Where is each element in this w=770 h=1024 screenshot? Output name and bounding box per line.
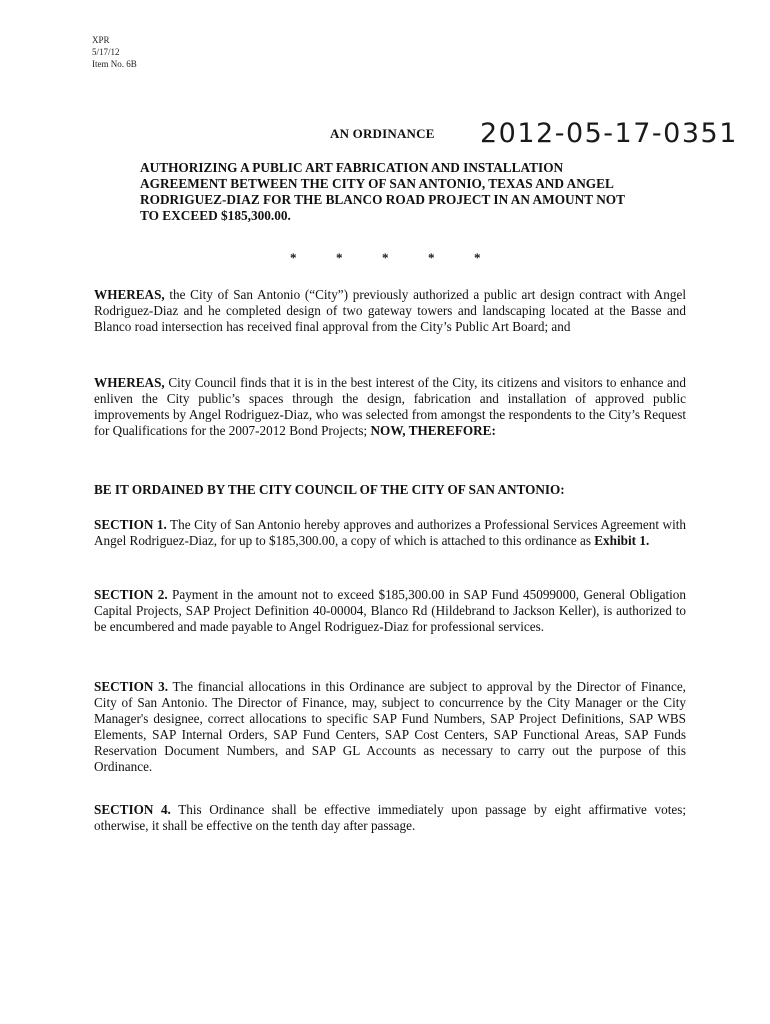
- whereas-text: City Council finds that it is in the best interest of the City, its citizens and visitors to enhance and enliven the City public’s spaces through the design, fabrication and installation of approved public improvements by Angel Rodriguez-Diaz, who was selected from amongst the respondents to the City’s Request for Qualifications for the 2007-2012 Bond Projects;: [94, 375, 686, 438]
- section-text: This Ordinance shall be effective immediately upon passage by eight affirmative votes; otherwise, it shall be effective on the tenth day after passage.: [94, 802, 687, 833]
- separator-star: *: [290, 250, 297, 265]
- whereas-lead: WHEREAS,: [94, 287, 165, 302]
- section-lead: SECTION 3.: [94, 679, 168, 694]
- separator-star: *: [428, 250, 435, 265]
- ordinance-label: AN ORDINANCE: [330, 126, 435, 141]
- now-therefore: NOW, THEREFORE:: [370, 423, 496, 438]
- separator-star: *: [336, 250, 343, 265]
- meta-date: 5/17/12: [92, 47, 120, 57]
- ordinance-heading: [0, 118, 770, 154]
- meta-code: XPR: [92, 35, 110, 45]
- separator-star: *: [474, 250, 481, 265]
- section-text: The City of San Antonio hereby approves and authorizes a Professional Services Agreement with Angel Rodriguez-Diaz, for up to $185,300.00, a copy of which is attached to this ordinance as: [94, 517, 686, 548]
- meta-item-number: Item No. 6B: [92, 59, 137, 69]
- ordained-clause: [94, 482, 686, 498]
- section-3: [94, 679, 686, 775]
- section-1: [94, 517, 686, 549]
- agenda-meta: [92, 34, 137, 70]
- exhibit-reference: Exhibit 1: [594, 533, 646, 548]
- section-separator: [290, 250, 520, 266]
- ordained-text: BE IT ORDAINED BY THE CITY COUNCIL OF THE CITY OF SAN ANTONIO:: [94, 482, 565, 497]
- ordinance-title-text: AUTHORIZING A PUBLIC ART FABRICATION AND INSTALLATION AGREEMENT BETWEEN THE CITY OF SAN ANTONIO, TEXAS AND ANGEL RODRIGUEZ-DIAZ FOR THE BLANCO ROAD PROJECT IN AN AMOUNT NOT TO EXCEED $185,300.00.: [140, 160, 625, 223]
- ordinance-number-stamp: 2012-05-17-0351: [480, 118, 738, 149]
- section-lead: SECTION 1.: [94, 517, 167, 532]
- section-text: Payment in the amount not to exceed $185,300.00 in SAP Fund 45099000, General Obligation Capital Projects, SAP Project Definition 40-00004, Blanco Rd (Hildebrand to Jackson Keller), is authorized to be encumbered and made payable to Angel Rodriguez-Diaz for professional services.: [94, 587, 686, 634]
- whereas-lead: WHEREAS,: [94, 375, 165, 390]
- separator-star: *: [382, 250, 389, 265]
- section-text: The financial allocations in this Ordinance are subject to approval by the Director of Finance, City of San Antonio. The Director of Finance, may, subject to concurrence by the City Manager or the City Manager's designee, correct allocations to specific SAP Fund Numbers, SAP Project Definitions, SAP WBS Elements, SAP Internal Orders, SAP Fund Centers, SAP Cost Centers, SAP Functional Areas, SAP Funds Reservation Document Numbers, and SAP GL Accounts as necessary to carry out the purpose of this Ordinance.: [94, 679, 686, 774]
- section-lead: SECTION 4.: [94, 802, 171, 817]
- section-2: [94, 587, 686, 635]
- section-4: [94, 802, 686, 834]
- section-lead: SECTION 2.: [94, 587, 168, 602]
- ordinance-title: [140, 160, 640, 224]
- whereas-paragraph-2: [94, 375, 686, 439]
- section-end: .: [645, 533, 650, 548]
- whereas-text: the City of San Antonio (“City”) previously authorized a public art design contract with Angel Rodriguez-Diaz and he completed design of two gateway towers and landscaping located at the Basse and Blanco road intersection has received final approval from the City’s Public Art Board; and: [94, 287, 686, 334]
- whereas-paragraph-1: [94, 287, 686, 335]
